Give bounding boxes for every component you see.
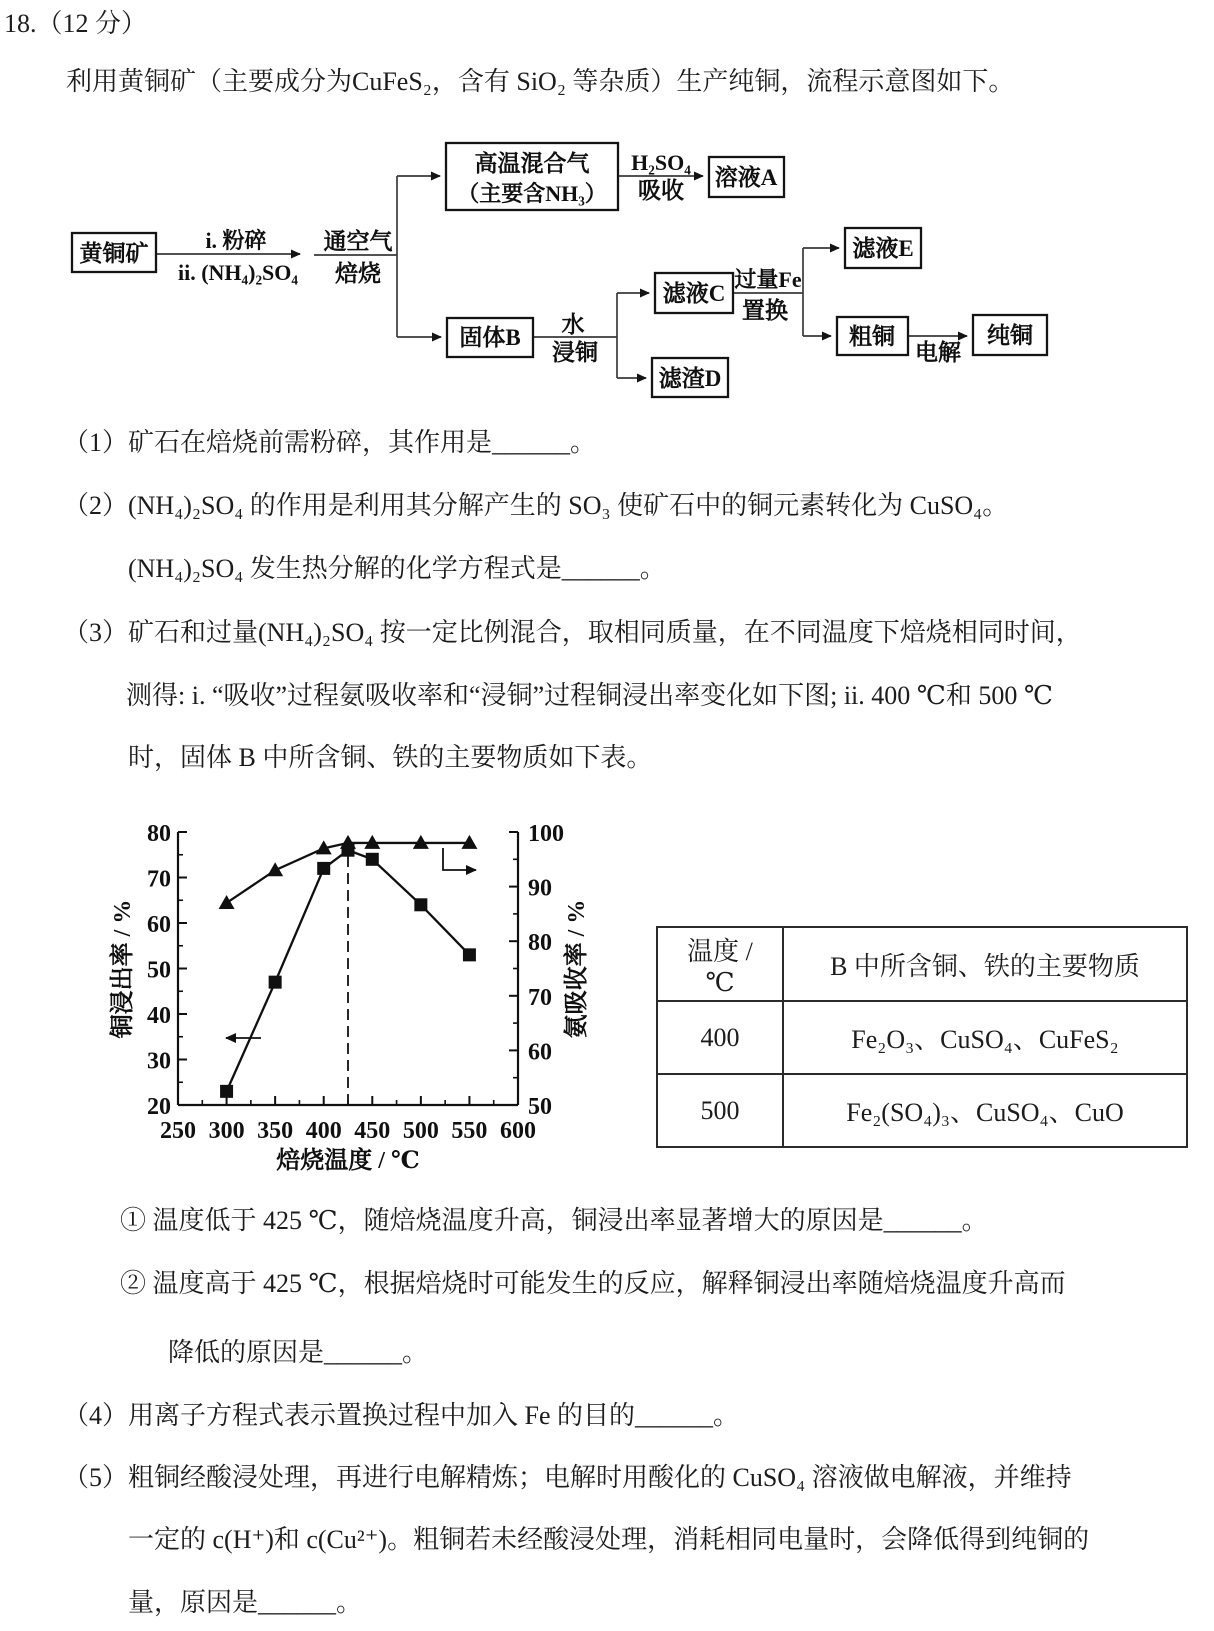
node-solid-b: 固体B (459, 325, 521, 350)
intro-text: 利用黄铜矿（主要成分为CuFeS₂，含有 SiO₂ 等杂质）生产纯铜，流程示意图如下。 (66, 67, 1015, 96)
left-tick-label: 40 (147, 1003, 171, 1029)
question-3-line-1: （3）矿石和过量(NH₄)₂SO₄ 按一定比例混合，取相同质量，在不同温度下焙烧相同时间， (63, 618, 1082, 647)
table-header-temperature: 温度 / ℃ (657, 927, 783, 1001)
square-marker (269, 976, 282, 989)
right-axis-pointer-arrow (443, 848, 476, 870)
right-tick-label: 50 (528, 1094, 552, 1120)
series-line-copper-leach (227, 850, 470, 1091)
x-tick-label: 300 (208, 1118, 245, 1144)
sub-question-1: ① 温度低于 425 ℃，随焙烧温度升高，铜浸出率显著增大的原因是______。 (120, 1206, 988, 1235)
table-cell-substances-500: Fe₂(SO₄)₃、CuSO₄、CuO (783, 1074, 1187, 1147)
square-marker (317, 862, 330, 875)
x-tick-label: 400 (305, 1118, 342, 1144)
label-crush: i. 粉碎 (205, 228, 267, 253)
label-water: 水 (561, 312, 585, 337)
node-gas-line2: （主要含NH₃） (457, 181, 607, 206)
process-flowchart (0, 130, 1214, 422)
label-leach-copper: 浸铜 (552, 340, 598, 365)
question-5-line-3: 量，原因是______。 (128, 1588, 363, 1617)
left-tick-label: 30 (147, 1048, 171, 1075)
node-ore: 黄铜矿 (79, 241, 149, 266)
right-tick-label: 60 (528, 1039, 552, 1066)
left-tick-label: 20 (147, 1094, 171, 1120)
x-tick-label: 250 (160, 1118, 196, 1144)
label-roast-air: 通空气 (323, 229, 393, 254)
x-tick-label: 350 (257, 1118, 294, 1144)
square-marker (366, 853, 379, 866)
table-row (657, 1001, 1187, 1074)
right-axis-title: 氨吸收率 / % (564, 899, 590, 1039)
node-gas-line1: 高温混合气 (474, 151, 590, 176)
question-4: （4）用离子方程式表示置换过程中加入 Fe 的目的______。 (63, 1401, 740, 1430)
label-electrolysis: 电解 (915, 340, 961, 365)
table-header-substances: B 中所含铜、铁的主要物质 (783, 927, 1187, 1001)
x-tick-label: 550 (451, 1118, 488, 1144)
question-2-line-1: （2）(NH₄)₂SO₄ 的作用是利用其分解产生的 SO₃ 使矿石中的铜元素转化为 CuSO₄。 (63, 491, 1009, 520)
roasting-chart (100, 790, 620, 1190)
left-tick-label: 80 (147, 821, 171, 847)
label-ammonium: ii. (NH₄)₂SO₄ (177, 260, 299, 285)
label-excess-fe: 过量Fe (734, 267, 802, 292)
left-tick-label: 70 (147, 866, 171, 893)
table-row (657, 1074, 1187, 1147)
triangle-marker (267, 862, 283, 876)
question-number: 18.（12 分） (4, 9, 148, 38)
node-filtrate-e: 滤液E (852, 236, 914, 261)
question-5-line-1: （5）粗铜经酸浸处理，再进行电解精炼；电解时用酸化的 CuSO₄ 溶液做电解液，并维持 (63, 1463, 1072, 1492)
sub-question-2-line-2: 降低的原因是______。 (168, 1338, 429, 1367)
question-5-line-2: 一定的 c(H⁺)和 c(Cu²⁺)。粗铜若未经酸浸处理，消耗相同电量时，会降低得到纯铜的 (128, 1525, 1090, 1554)
left-axis-title: 铜浸出率 / % (110, 899, 136, 1039)
square-marker (220, 1085, 233, 1098)
question-3-line-3: 时，固体 B 中所含铜、铁的主要物质如下表。 (128, 743, 653, 772)
question-2-line-2: (NH₄)₂SO₄ 发生热分解的化学方程式是______。 (128, 554, 666, 583)
solids-table (656, 926, 1188, 1148)
node-residue-d: 滤渣D (658, 366, 722, 391)
x-tick-label: 600 (500, 1118, 536, 1144)
label-roast: 焙烧 (335, 261, 381, 286)
node-solution-a: 溶液A (714, 165, 778, 190)
question-1: （1）矿石在焙烧前需粉碎，其作用是______。 (63, 428, 597, 457)
left-tick-label: 50 (147, 957, 171, 984)
right-tick-label: 90 (528, 875, 552, 902)
triangle-marker (219, 895, 235, 909)
question-3-line-2: 测得: i. “吸收”过程氨吸收率和“浸铜”过程铜浸出率变化如下图; ii. 400 ℃和 500 ℃ (126, 681, 1053, 710)
right-tick-label: 70 (528, 984, 552, 1011)
table-cell-temp-500: 500 (657, 1074, 783, 1147)
node-pure-copper: 纯铜 (987, 323, 1033, 348)
node-crude-copper: 粗铜 (849, 324, 895, 349)
x-tick-label: 500 (402, 1118, 439, 1144)
label-absorb: 吸收 (638, 178, 684, 203)
table-cell-temp-400: 400 (657, 1001, 783, 1074)
x-axis-title: 焙烧温度 / ℃ (276, 1148, 420, 1174)
node-filtrate-c: 滤液C (662, 281, 726, 306)
square-marker (414, 898, 427, 911)
right-tick-label: 100 (528, 821, 564, 847)
sub-question-2-line-1: ② 温度高于 425 ℃，根据焙烧时可能发生的反应，解释铜浸出率随焙烧温度升高而 (120, 1269, 1066, 1298)
table-cell-substances-400: Fe₂O₃、CuSO₄、CuFeS₂ (783, 1001, 1187, 1074)
label-replace: 置换 (742, 298, 788, 323)
table-header-row (657, 927, 1187, 1001)
left-tick-label: 60 (147, 912, 171, 938)
right-tick-label: 80 (528, 930, 552, 957)
square-marker (463, 948, 476, 961)
label-h2so4: H₂SO₄ (631, 150, 691, 175)
x-tick-label: 450 (354, 1118, 391, 1144)
